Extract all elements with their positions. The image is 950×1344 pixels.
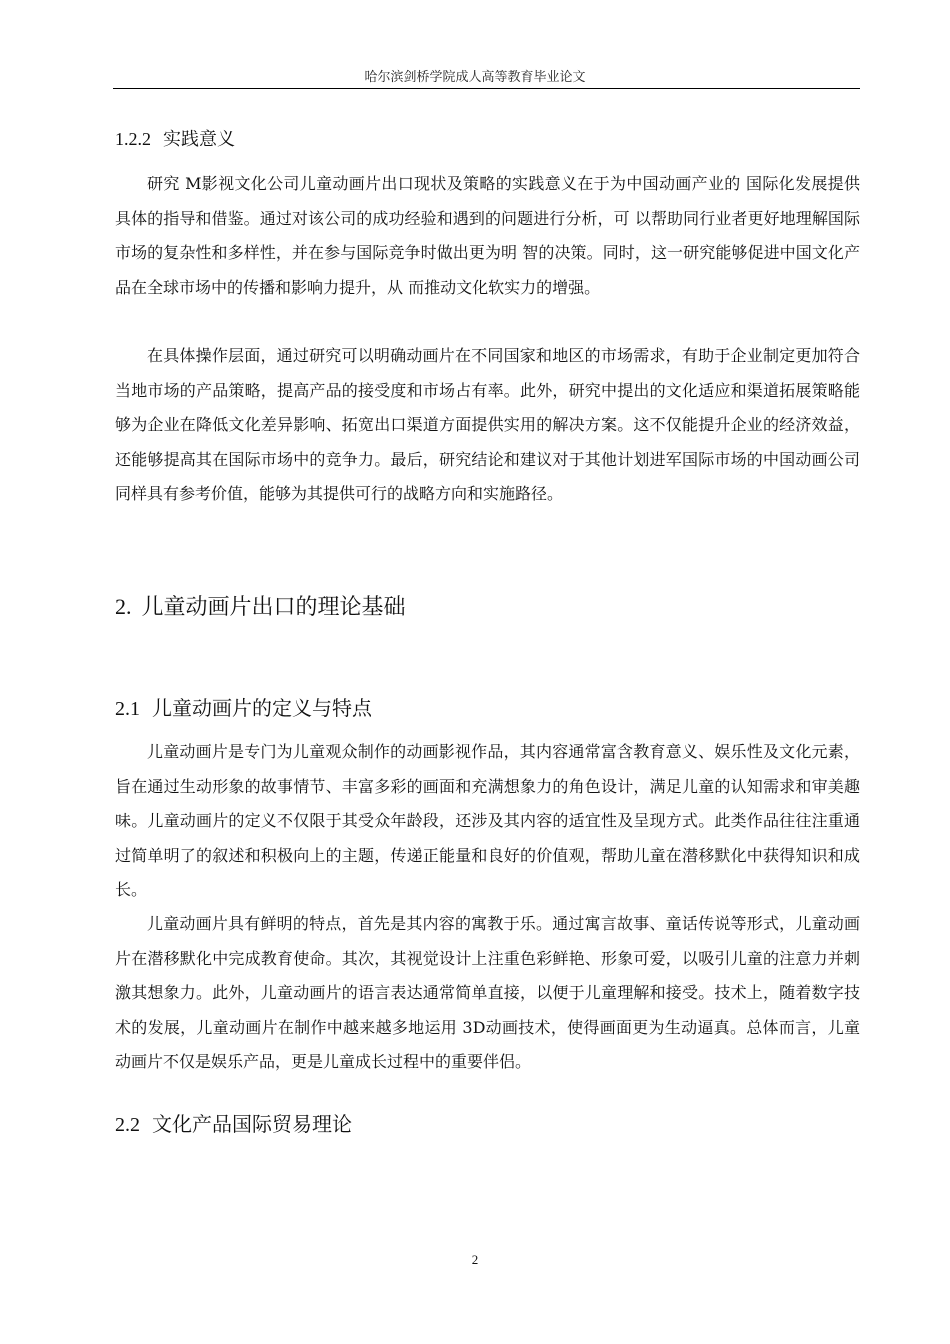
section-title: 实践意义 [163, 129, 235, 150]
chapter-number: 2. [115, 594, 132, 619]
chapter-heading-2 [115, 592, 406, 623]
header-divider [113, 88, 860, 89]
header-title: 哈尔滨剑桥学院成人高等教育毕业论文 [364, 70, 586, 85]
section-heading-2-1 [115, 694, 372, 723]
paragraph: 在具体操作层面，通过研究可以明确动画片在不同国家和地区的市场需求，有助于企业制定更加符合当地市场的产品策略，提高产品的接受度和市场占有率。此外，研究中提出的文化适应和渠道拓展策略能够为企业在降低文化差异影响、拓宽出口渠道方面提供实用的解决方案。这不仅能提升企业的经济效益，还能够提高其在国际市场中的竞争力。最后，研究结论和建议对于其他计划进军国际市场的中国动画公司同样具有参考价值，能够为其提供可行的战略方向和实施路径。 [115, 346, 860, 503]
section-number: 1.2.2 [115, 129, 151, 149]
paragraph: 研究 M影视文化公司儿童动画片出口现状及策略的实践意义在于为中国动画产业的 国际化发展提供具体的指导和借鉴。通过对该公司的成功经验和遇到的问题进行分析，可 以帮助同行业者更好地理解国际市场的复杂性和多样性，并在参与国际竞争时做出更为明 智的决策。同时，这一研究能够促进中国文化产品在全球市场中的传播和影响力提升，从 而推动文化软实力的增强。 [115, 174, 860, 297]
section-number: 2.2 [115, 1114, 140, 1136]
section-heading-2-2 [115, 1110, 352, 1139]
page-number: 2 [471, 1252, 479, 1267]
section-title: 文化产品国际贸易理论 [152, 1112, 352, 1136]
chapter-title: 儿童动画片出口的理论基础 [141, 595, 406, 620]
paragraph: 儿童动画片具有鲜明的特点，首先是其内容的寓教于乐。通过寓言故事、童话传说等形式，儿童动画片在潜移默化中完成教育使命。其次，其视觉设计上注重色彩鲜艳、形象可爱，以吸引儿童的注意力并刺激其想象力。此外，儿童动画片的语言表达通常简单直接，以便于儿童理解和接受。技术上，随着数字技术的发展，儿童动画片在制作中越来越多地运用 3D动画技术，使得画面更为生动逼真。总体而言，儿童动画片不仅是娱乐产品，更是儿童成长过程中的重要伴侣。 [115, 914, 860, 1071]
section-title: 儿童动画片的定义与特点 [152, 696, 372, 720]
paragraph: 儿童动画片是专门为儿童观众制作的动画影视作品，其内容通常富含教育意义、娱乐性及文化元素，旨在通过生动形象的故事情节、丰富多彩的画面和充满想象力的角色设计，满足儿童的认知需求和审美趣味。儿童动画片的定义不仅限于其受众年龄段，还涉及其内容的适宜性及呈现方式。此类作品往往注重通过简单明了的叙述和积极向上的主题，传递正能量和良好的价值观，帮助儿童在潜移默化中获得知识和成长。 [115, 742, 860, 899]
section-heading-1-2-2 [115, 126, 235, 153]
section-number: 2.1 [115, 698, 140, 720]
